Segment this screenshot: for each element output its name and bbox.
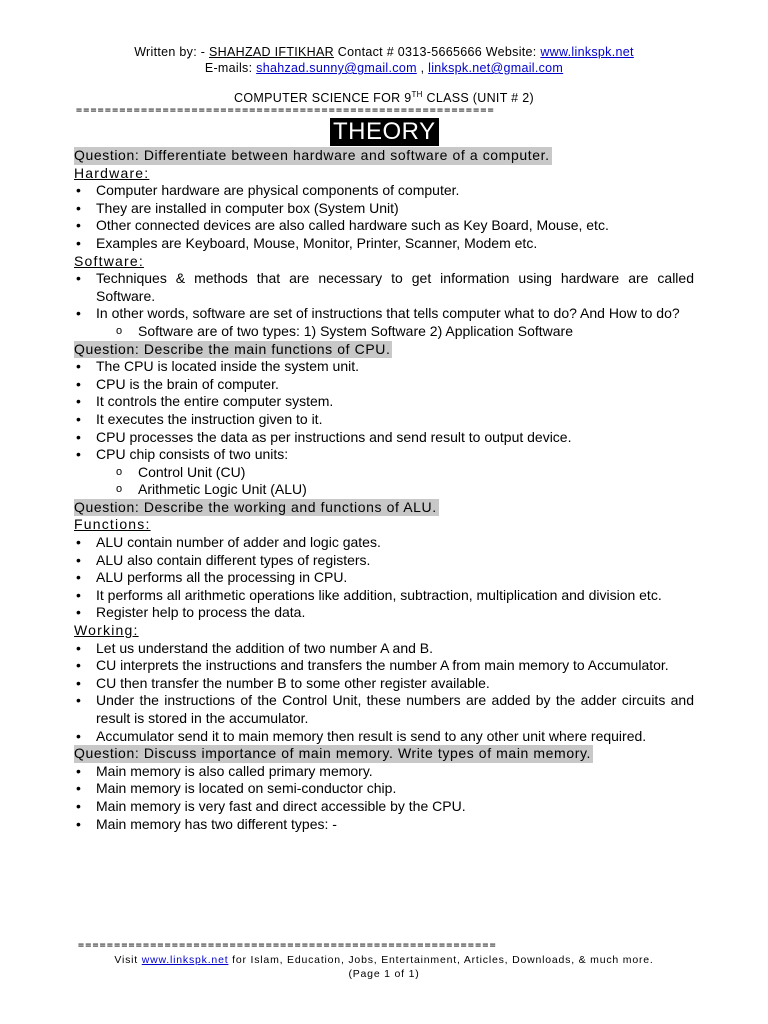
list-item: • ALU performs all the processing in CPU. [74,569,694,587]
list-item: • CPU is the brain of computer. [74,376,694,394]
list-item: • Under the instructions of the Control Unit, these numbers are added by the adder circuits and result is stored in the accumulator. [74,692,694,727]
software-list [74,270,694,323]
list-item: • They are installed in computer box (System Unit) [74,200,694,218]
list-item: • It executes the instruction given to it. [74,411,694,429]
working-heading: Working: [74,622,139,639]
footer-divider: ========================================================== [78,941,497,951]
software-heading: Software: [74,252,144,269]
list-item: • Accumulator send it to main memory then result is send to any other unit where required. [74,728,694,746]
page-number: (Page 1 of 1) [348,968,420,980]
software-sublist [74,323,694,341]
list-item: o Software are of two types: 1) System Software 2) Application Software [116,323,694,341]
list-item: • CU then transfer the number B to some other register available. [74,675,694,693]
list-item: • Let us understand the addition of two number A and B. [74,640,694,658]
question-4: Question: Discuss importance of main memory. Write types of main memory. [74,745,592,762]
list-item: • Main memory has two different types: - [74,816,694,834]
theory-heading: THEORY [330,118,439,146]
question-1: Question: Differentiate between hardware and software of a computer. [74,147,550,163]
header-divider: ========================================================== [76,106,495,116]
email-link-2[interactable]: linkspk.net@gmail.com [428,61,564,75]
list-item: • Main memory is located on semi-conductor chip. [74,780,694,798]
cpu-units-sublist [74,464,694,499]
email-link-1[interactable]: shahzad.sunny@gmail.com [256,61,417,75]
question-2: Question: Describe the main functions of CPU. [74,340,391,357]
footer-website-link[interactable]: www.linkspk.net [141,954,229,966]
functions-heading: Functions: [74,516,151,533]
emails-label: E-mails: [204,61,253,75]
contact-number: 0313-5665666 [397,45,482,59]
list-item: • Main memory is also called primary memory. [74,763,694,781]
course-title: COMPUTER SCIENCE FOR 9TH CLASS (UNIT # 2) [234,90,534,106]
list-item: • It performs all arithmetic operations like addition, subtraction, multiplication and division etc. [74,587,694,605]
functions-list [74,534,694,622]
hardware-heading: Hardware: [74,164,150,181]
website-link[interactable]: www.linkspk.net [540,45,634,59]
email-separator: , [420,61,425,75]
contact-label: Contact # [337,45,394,59]
cpu-list [74,358,694,464]
author-name: SHAHZAD IFTIKHAR [209,45,334,59]
list-item: o Arithmetic Logic Unit (ALU) [116,481,694,499]
header-author-line [0,44,768,60]
list-item: • Examples are Keyboard, Mouse, Monitor, Printer, Scanner, Modem etc. [74,235,694,253]
list-item: • Other connected devices are also called hardware such as Key Board, Mouse, etc. [74,217,694,235]
list-item: • Register help to process the data. [74,604,694,622]
header-emails-line [0,60,768,76]
hardware-list [74,182,694,252]
list-item: • Techniques & methods that are necessary to get information using hardware are called Software. [74,270,694,305]
document-body [74,147,694,833]
list-item: • The CPU is located inside the system unit. [74,358,694,376]
list-item: • ALU also contain different types of registers. [74,552,694,570]
list-item: • In other words, software are set of instructions that tells computer what to do? And How to do? [74,305,694,323]
website-label: Website: [485,45,537,59]
written-by-label: Written by: - [134,45,206,59]
visit-label: Visit [114,954,139,966]
footer-tagline: for Islam, Education, Jobs, Entertainment, Articles, Downloads, & much more. [232,954,654,966]
list-item: • Main memory is very fast and direct accessible by the CPU. [74,798,694,816]
list-item: • ALU contain number of adder and logic gates. [74,534,694,552]
list-item: • It controls the entire computer system. [74,393,694,411]
list-item: • Computer hardware are physical components of computer. [74,182,694,200]
list-item: • CPU processes the data as per instructions and send result to output device. [74,429,694,447]
list-item: o Control Unit (CU) [116,464,694,482]
memory-list [74,763,694,833]
footer-visit-line [0,953,768,968]
list-item: • CU interprets the instructions and transfers the number A from main memory to Accumulator. [74,657,694,675]
list-item: • CPU chip consists of two units: [74,446,694,464]
working-list [74,640,694,746]
question-3: Question: Describe the working and functions of ALU. [74,498,437,515]
